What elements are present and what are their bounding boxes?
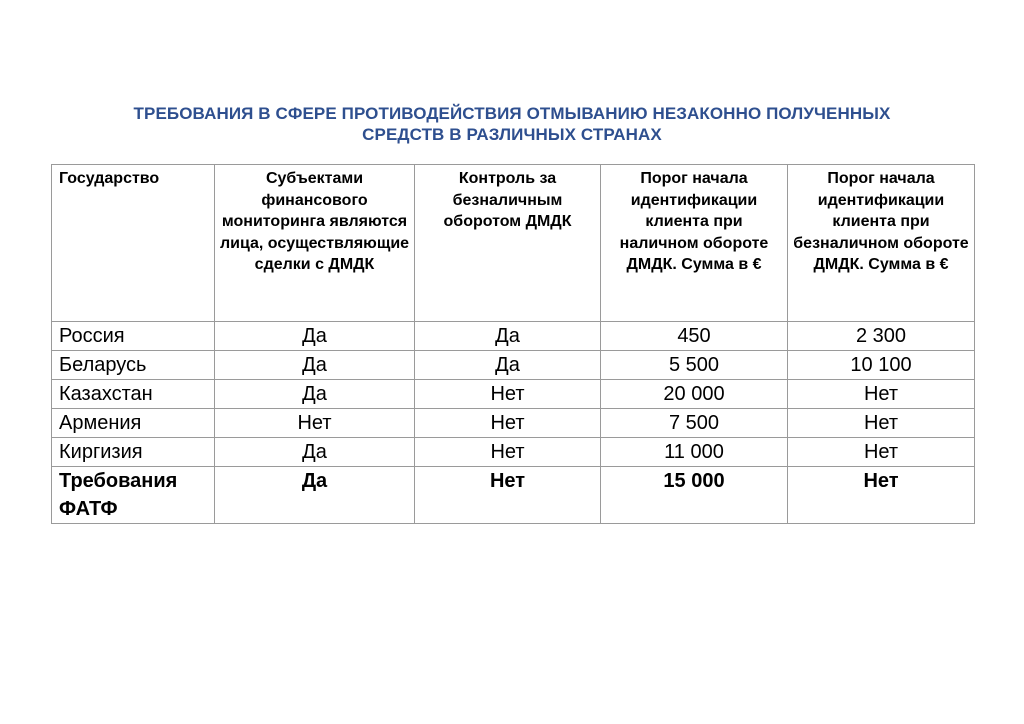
cell-noncash-threshold: Нет [788, 438, 975, 467]
cell-country-fatf: Требования ФАТФ [52, 467, 215, 524]
cell-control: Нет [415, 438, 601, 467]
cell-country: Беларусь [52, 351, 215, 380]
cell-noncash-threshold: 2 300 [788, 322, 975, 351]
table-row [52, 322, 975, 351]
table-header-row [52, 165, 975, 322]
page-title-line-2: СРЕДСТВ В РАЗЛИЧНЫХ СТРАНАХ [362, 125, 662, 144]
cell-cash-threshold: 450 [601, 322, 788, 351]
fatf-requirements-row [52, 467, 975, 524]
cell-cash-threshold: 11 000 [601, 438, 788, 467]
cell-subjects: Да [215, 351, 415, 380]
table-row [52, 438, 975, 467]
header-cash-threshold: Порог начала идентификации клиента при наличном обороте ДМДК. Сумма в € [601, 165, 788, 322]
cell-control: Нет [415, 409, 601, 438]
cell-cash-threshold-fatf: 15 000 [601, 467, 788, 524]
cell-control: Да [415, 322, 601, 351]
cell-subjects-fatf: Да [215, 467, 415, 524]
page-title [60, 103, 964, 145]
page-title-line-1: ТРЕБОВАНИЯ В СФЕРЕ ПРОТИВОДЕЙСТВИЯ ОТМЫВАНИЮ НЕЗАКОННО ПОЛУЧЕННЫХ [133, 104, 891, 123]
header-country: Государство [52, 165, 215, 322]
cell-noncash-threshold: Нет [788, 380, 975, 409]
table-body [52, 322, 975, 524]
header-noncash-threshold: Порог начала идентификации клиента при безналичном обороте ДМДК. Сумма в € [788, 165, 975, 322]
cell-subjects: Нет [215, 409, 415, 438]
cell-control: Нет [415, 380, 601, 409]
table-header [52, 165, 975, 322]
cell-subjects: Да [215, 322, 415, 351]
cell-country: Армения [52, 409, 215, 438]
cell-country: Казахстан [52, 380, 215, 409]
cell-noncash-threshold: 10 100 [788, 351, 975, 380]
cell-cash-threshold: 20 000 [601, 380, 788, 409]
header-noncash-control: Контроль за безналичным оборотом ДМДК [415, 165, 601, 322]
cell-country: Киргизия [52, 438, 215, 467]
cell-noncash-threshold: Нет [788, 409, 975, 438]
cell-control: Да [415, 351, 601, 380]
aml-requirements-table [51, 164, 975, 524]
header-subjects: Субъектами финансового мониторинга являются лица, осуществляющие сделки с ДМДК [215, 165, 415, 322]
cell-subjects: Да [215, 438, 415, 467]
cell-cash-threshold: 5 500 [601, 351, 788, 380]
cell-country: Россия [52, 322, 215, 351]
cell-cash-threshold: 7 500 [601, 409, 788, 438]
table-row [52, 409, 975, 438]
cell-subjects: Да [215, 380, 415, 409]
table-row [52, 351, 975, 380]
cell-noncash-threshold-fatf: Нет [788, 467, 975, 524]
cell-control-fatf: Нет [415, 467, 601, 524]
table-row [52, 380, 975, 409]
